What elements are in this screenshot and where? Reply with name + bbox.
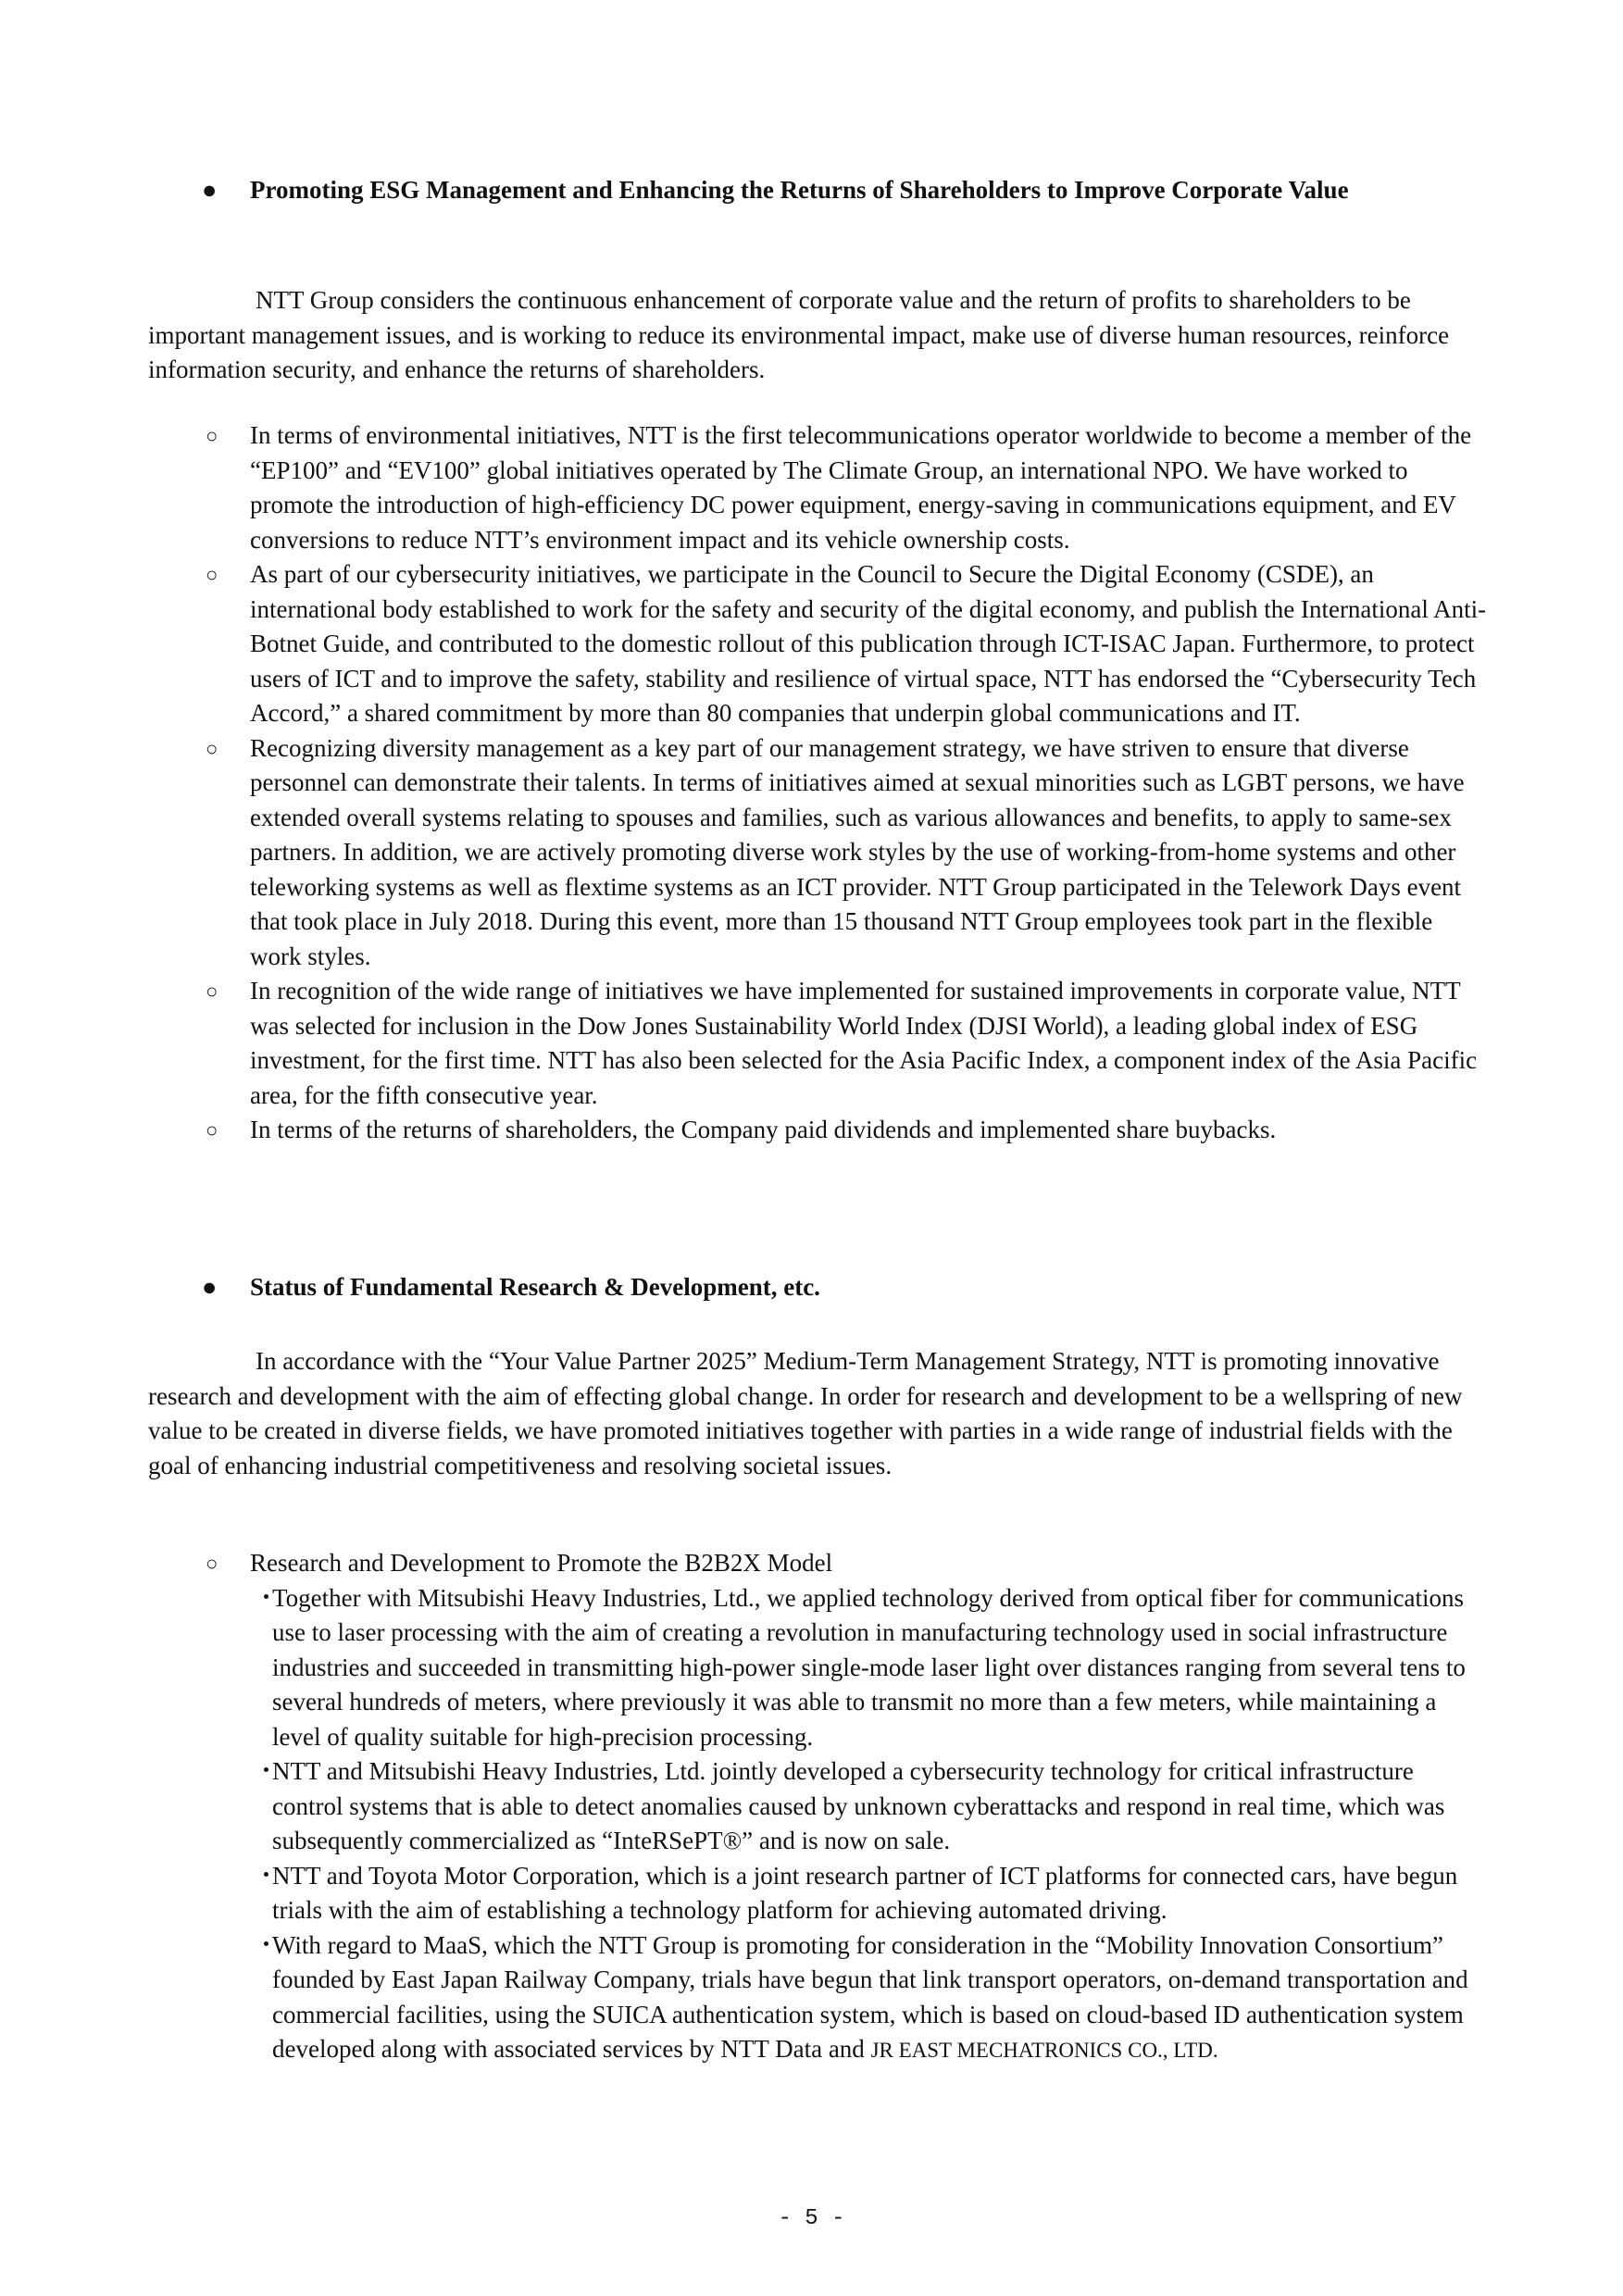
dot-marker: ・ — [254, 1757, 279, 1785]
page-number: - 5 - — [778, 2206, 845, 2231]
heading-text: Status of Fundamental Research & Development, etc. — [250, 1273, 820, 1301]
list-item-text: In terms of the returns of shareholders, the Company paid dividends and implemented share buybacks. — [250, 1116, 1277, 1143]
list-item-text: In recognition of the wide range of initiatives we have implemented for sustained improvements in corporate value, NTT was selected for inclusion in the Dow Jones Sustainability World Index (DJSI World), a leading global index of ESG investment, for the first time. NTT has also been selected for the Asia Pacific Index, a component index of the Asia Pacific area, for the fifth consecutive year. — [250, 977, 1478, 1109]
dot-marker: ・ — [254, 1930, 279, 1959]
list-item-text: As part of our cybersecurity initiatives, we participate in the Council to Secure the Digital Economy (CSDE), an international body established to work for the safety and security of the digital economy, and publish the International Anti-Botnet Guide, and contributed to the domestic rollout of this publication through ICT-ISAC Japan. Furthermore, to protect users of ICT and to improve the safety, stability and resilience of virtual space, NTT has endorsed the “Cybersecurity Tech Accord,” a shared commitment by more than 80 companies that underpin global communications and IT. — [250, 560, 1487, 727]
sub-list-item — [250, 1581, 1489, 1755]
sub-item-text: With regard to MaaS, which the NTT Group is promoting for consideration in the “Mobility Innovation Consortium” founded by East Japan Railway Company, trials have begun that link transport operators, on-demand transportation and commercial facilities, using the SUICA authentication system, which is based on cloud-based ID authentication system developed along with associated services by NTT Data and — [272, 1930, 1468, 2063]
circle-marker: ○ — [206, 736, 218, 760]
list-item-text: In terms of environmental initiatives, NTT is the first telecommunications operator worldwide to become a member of the “EP100” and “EV100” global initiatives operated by The Climate Group, an international NPO. We have worked to promote the introduction of high-efficiency DC power equipment, energy-saving in communications equipment, and EV conversions to reduce NTT’s environment impact and its vehicle ownership costs. — [250, 421, 1472, 554]
dot-marker: ・ — [254, 1861, 279, 1890]
section-intro-esg: NTT Group considers the continuous enhancement of corporate value and the return of profits to shareholders to be important management issues, and is working to reduce its environmental impact, make use of diverse human resources, reinforce information security, and enhance the returns of shareholders. — [148, 286, 1450, 383]
circle-marker: ○ — [206, 1552, 218, 1575]
circle-marker: ○ — [206, 563, 218, 586]
list-item — [202, 418, 1489, 557]
bullet-marker: ● — [202, 1273, 218, 1301]
circle-marker: ○ — [206, 980, 218, 1003]
list-item-text: Recognizing diversity management as a key part of our management strategy, we have striven to ensure that diverse personnel can demonstrate their talents. In terms of initiatives aimed at sexual minorities such as LGBT persons, we have extended overall systems relating to spouses and families, such as various allowances and benefits, to apply to same-sex partners. In addition, we are actively promoting diverse work styles by the use of working-from-home systems and other teleworking systems as well as flextime systems as an ICT provider. NTT Group participated in the Telework Days event that took place in July 2018. During this event, more than 15 thousand NTT Group employees took part in the flexible work styles. — [250, 733, 1465, 970]
section-intro-rnd: In accordance with the “Your Value Partner 2025” Medium-Term Management Strategy, NTT is promoting innovative research and development with the aim of effecting global change. In order for research and development to be a wellspring of new value to be created in diverse fields, we have promoted initiatives together with parties in a wide range of industrial fields with the goal of enhancing industrial competitiveness and resolving societal issues. — [148, 1347, 1463, 1479]
bullet-marker: ● — [202, 176, 218, 204]
section-heading-esg — [202, 172, 1498, 207]
heading-text: Promoting ESG Management and Enhancing the Returns of Shareholders to Improve Corporate Value — [250, 176, 1349, 204]
sub-list-item — [250, 1754, 1489, 1859]
section-heading-rnd — [202, 1269, 1498, 1304]
list-item — [202, 1113, 1489, 1148]
circle-marker: ○ — [206, 424, 218, 447]
rnd-list — [202, 1546, 1489, 2068]
company-name: JR EAST MECHATRONICS CO., LTD. — [870, 2039, 1218, 2062]
list-item — [202, 557, 1489, 731]
list-item — [202, 1546, 1489, 2068]
sub-list-item — [250, 1859, 1489, 1928]
sub-list — [250, 1581, 1489, 2068]
dot-marker: ・ — [254, 1583, 279, 1612]
list-item-title: Research and Development to Promote the B2B2X Model — [250, 1549, 833, 1577]
list-item — [202, 974, 1489, 1113]
list-item — [202, 731, 1489, 975]
sub-list-item — [250, 1928, 1489, 2068]
circle-marker: ○ — [206, 1118, 218, 1142]
sub-item-text: NTT and Mitsubishi Heavy Industries, Ltd. jointly developed a cybersecurity technology for critical infrastructure control systems that is able to detect anomalies caused by unknown cyberattacks and respond in real time, which was subsequently commercialized as “InteRSePT®” and is now on sale. — [272, 1757, 1445, 1854]
sub-item-text: Together with Mitsubishi Heavy Industries, Ltd., we applied technology derived from optical fiber for communications use to laser processing with the aim of creating a revolution in manufacturing technology used in social infrastructure industries and succeeded in transmitting high-power single-mode laser light over distances ranging from several tens to several hundreds of meters, where previously it was able to transmit no more than a few meters, while maintaining a level of quality suitable for high-precision processing. — [272, 1583, 1466, 1751]
sub-item-text: NTT and Toyota Motor Corporation, which is a joint research partner of ICT platforms for connected cars, have begun trials with the aim of establishing a technology platform for achieving automated driving. — [272, 1861, 1458, 1924]
esg-initiatives-list — [202, 418, 1489, 1148]
